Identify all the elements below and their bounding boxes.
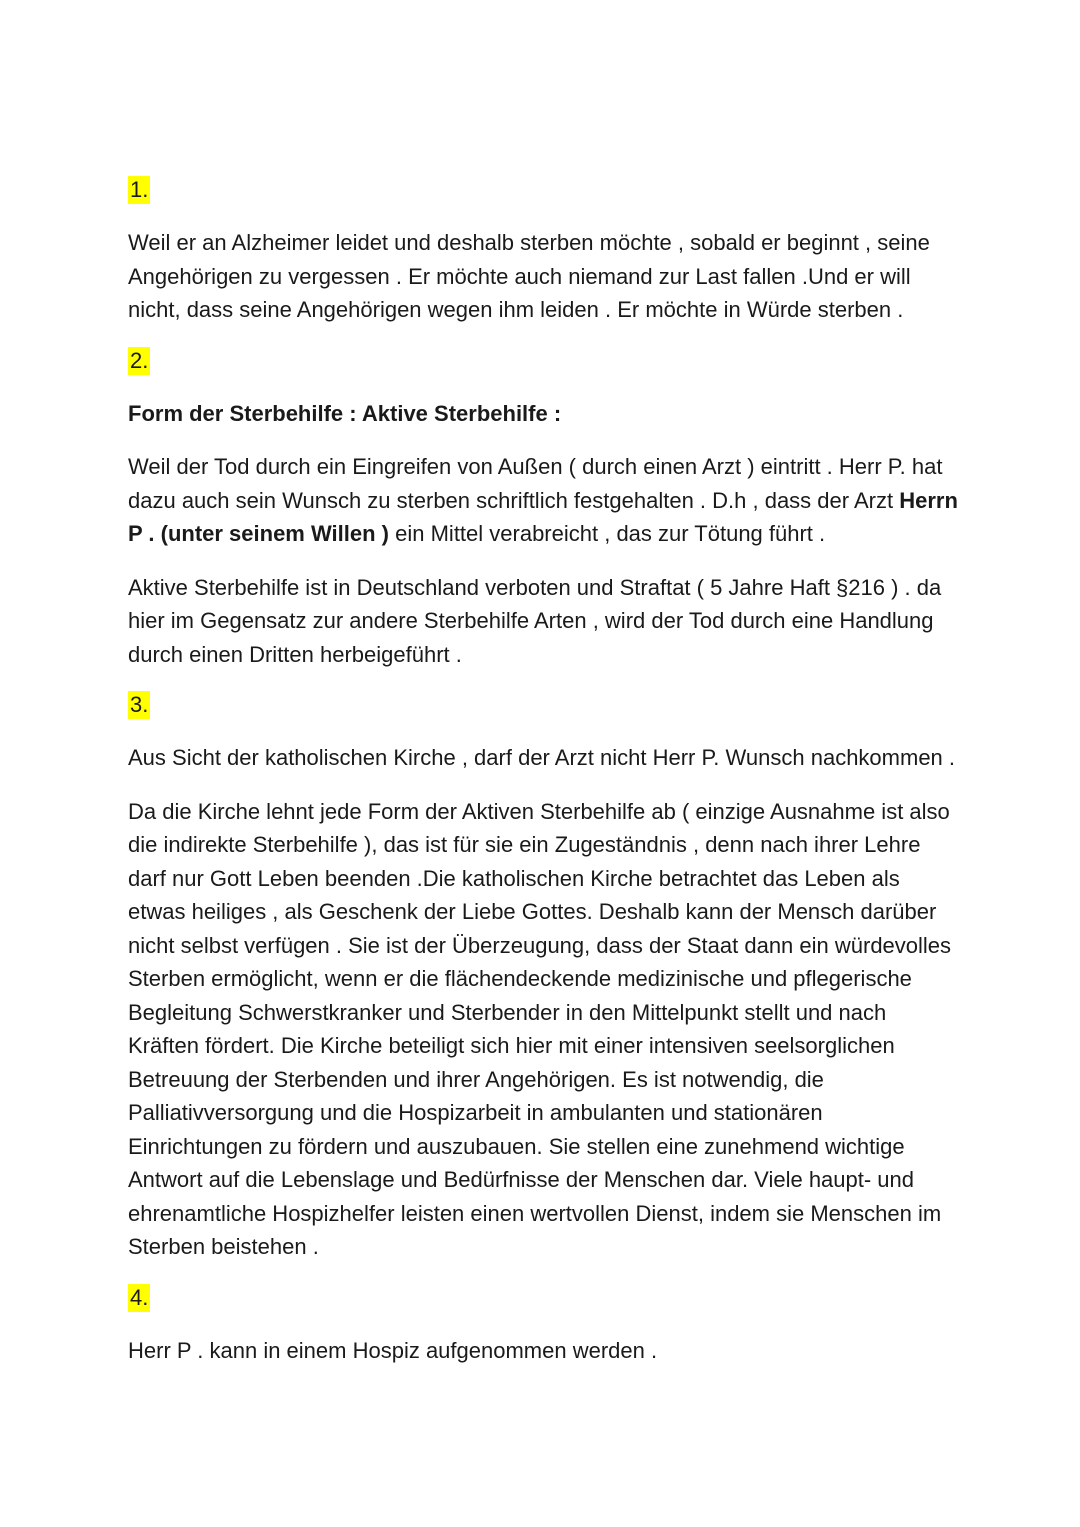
- section-2: [128, 347, 958, 377]
- section-3: [128, 691, 958, 721]
- section-number-4: 4.: [130, 1284, 149, 1310]
- section-number-3: 3.: [130, 692, 149, 717]
- section-2-p1-text: Weil der Tod durch ein Eingreifen von Außen ( durch einen Arzt ) eintritt . Herr P. hat dazu auch sein Wunsch zu sterben schriftlich festgehalten . D.h , dass der Arzt: [128, 454, 943, 513]
- section-2-p1-bold: Herrn P . (unter seinem Willen ): [128, 487, 958, 546]
- section-2-p1-text-end: ein Mittel verabreicht , das zur Tötung führt .: [389, 521, 826, 546]
- section-3-paragraph-1: Aus Sicht der katholischen Kirche , darf der Arzt nicht Herr P. Wunsch nachkommen .: [128, 745, 956, 770]
- section-1-paragraph: Weil er an Alzheimer leidet und deshalb sterben möchte , sobald er beginnt , seine Angehörigen zu vergessen . Er möchte auch niemand zur Last fallen .Und er will nicht, dass seine Angehörigen wegen ihm leiden . Er möchte in Würde sterben .: [128, 230, 930, 322]
- section-2-paragraph-1: [128, 450, 958, 551]
- document-page: [128, 176, 958, 1387]
- section-2-paragraph-2: Aktive Sterbehilfe ist in Deutschland verboten und Straftat ( 5 Jahre Haft §216 ) . da hier im Gegensatz zur andere Sterbehilfe Arten , wird der Tod durch eine Handlung durch einen Dritten herbeigeführt .: [128, 574, 942, 667]
- section-3-paragraph-2: Da die Kirche lehnt jede Form der Aktiven Sterbehilfe ab ( einzige Ausnahme ist also die indirekte Sterbehilfe ), das ist für sie ein Zugeständnis , denn nach ihrer Lehre darf nur Gott Leben beenden .Die katholischen Kirche betrachtet das Leben als etwas heiliges , als Geschenk der Liebe Gottes. Deshalb kann der Mensch darüber nicht selbst verfügen . Sie ist der Überzeugung, dass der Staat dann ein würdevolles Sterben ermöglicht, wenn er die flächendeckende medizinische und pflegerische Begleitung Schwerstkranker und Sterbender in den Mittelpunkt stellt und nach Kräften fördert. Die Kirche beteiligt sich hier mit einer intensiven seelsorglichen Betreuung der Sterbenden und ihrer Angehörigen. Es ist notwendig, die Palliativversorgung und die Hospizarbeit in ambulanten und stationären Einrichtungen zu fördern und auszubauen. Sie stellen eine zunehmend wichtige Antwort auf die Lebenslage und Bedürfnisse der Menschen dar. Viele haupt- und ehrenamtliche Hospizhelfer leisten einen wertvollen Dienst, indem sie Menschen im Sterben beistehen .: [128, 798, 952, 1259]
- section-2-heading: Form der Sterbehilfe : Aktive Sterbehilfe :: [128, 400, 562, 426]
- section-4: [128, 1284, 958, 1314]
- section-number-1: 1.: [130, 177, 149, 202]
- section-number-2: 2.: [130, 347, 149, 373]
- section-4-paragraph: Herr P . kann in einem Hospiz aufgenommen werden .: [128, 1337, 658, 1363]
- section-1: [128, 176, 958, 206]
